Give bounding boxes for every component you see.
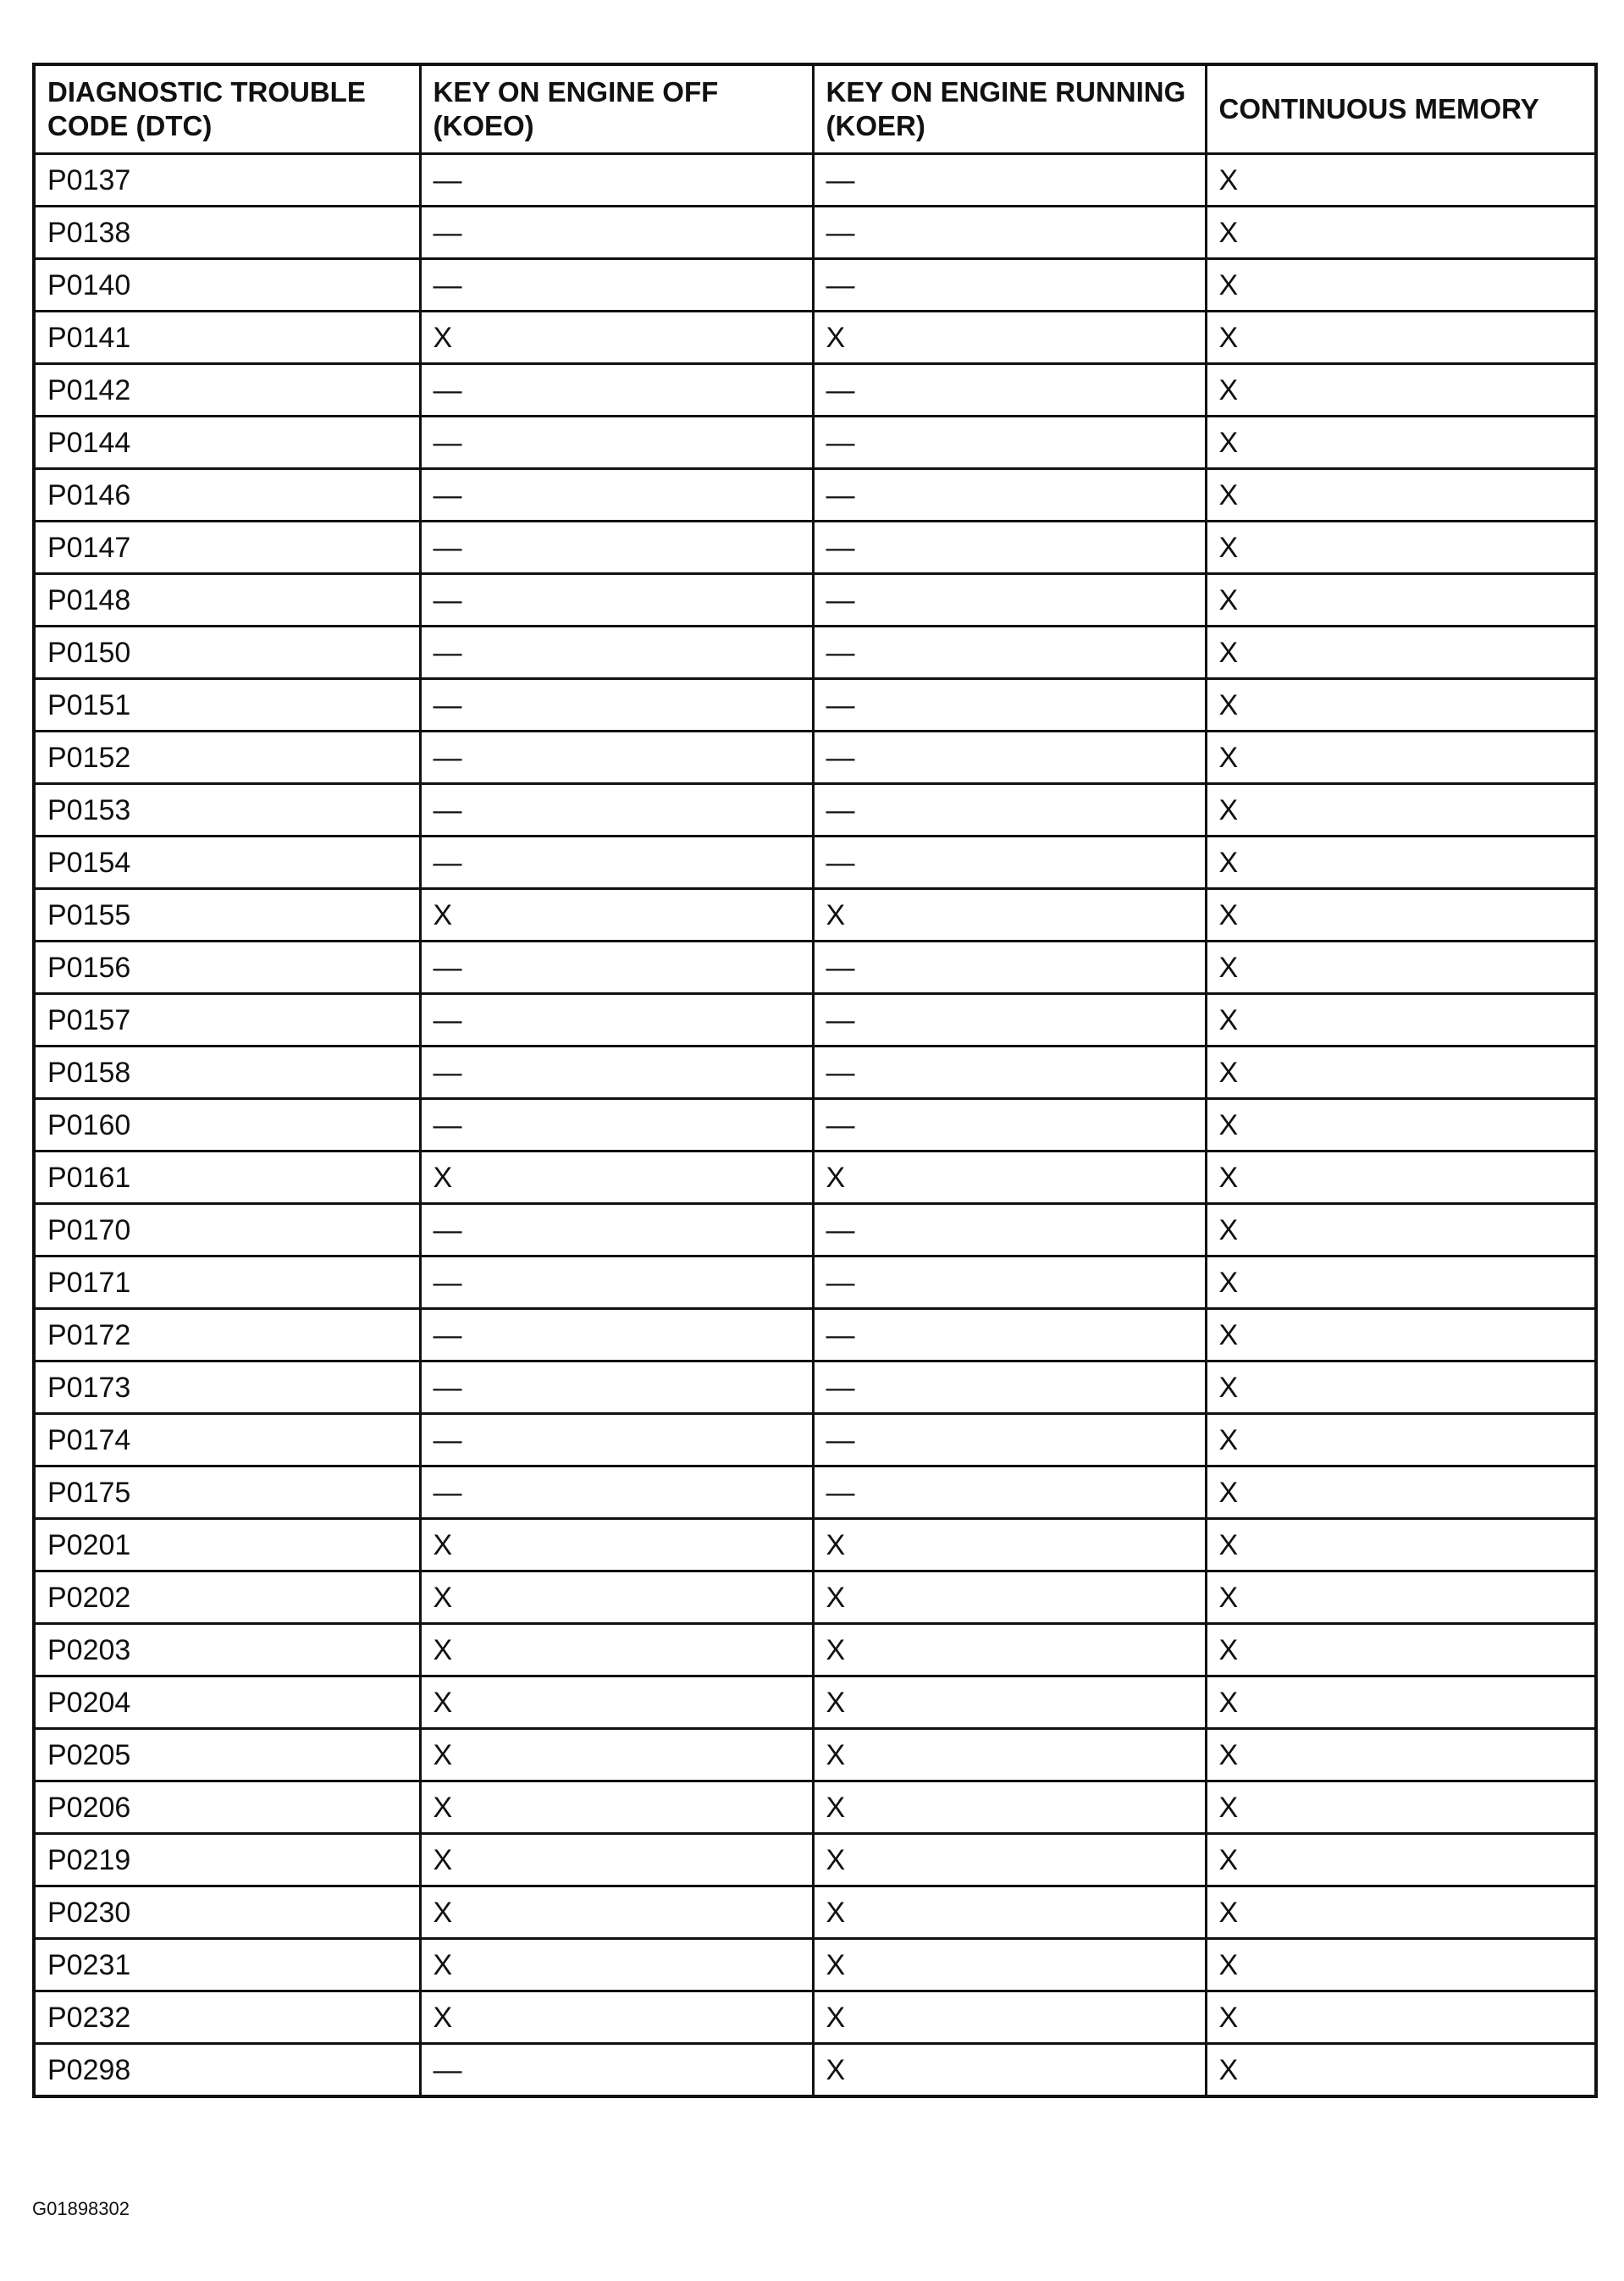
cell-dtc-code: P0154: [34, 837, 420, 889]
cell-koer: —: [813, 1466, 1206, 1519]
cell-dtc-code: P0150: [34, 627, 420, 679]
cell-koer: —: [813, 1099, 1206, 1152]
table-row: [34, 574, 1596, 627]
table-header-row: [34, 64, 1596, 154]
cell-continuous-memory: X: [1206, 469, 1596, 522]
cell-dtc-code: P0172: [34, 1309, 420, 1361]
table-row: [34, 2044, 1596, 2097]
cell-continuous-memory: X: [1206, 1047, 1596, 1099]
header-continuous-memory: CONTINUOUS MEMORY: [1206, 64, 1596, 154]
table-row: [34, 1991, 1596, 2044]
table-row: [34, 1939, 1596, 1991]
cell-koeo: —: [420, 732, 813, 784]
cell-dtc-code: P0202: [34, 1571, 420, 1624]
cell-koer: —: [813, 207, 1206, 259]
cell-continuous-memory: X: [1206, 1886, 1596, 1939]
table-body: [34, 154, 1596, 2097]
cell-dtc-code: P0156: [34, 942, 420, 994]
cell-continuous-memory: X: [1206, 1676, 1596, 1729]
cell-dtc-code: P0147: [34, 522, 420, 574]
cell-continuous-memory: X: [1206, 574, 1596, 627]
cell-koeo: —: [420, 1466, 813, 1519]
table-row: [34, 889, 1596, 942]
cell-continuous-memory: X: [1206, 207, 1596, 259]
cell-continuous-memory: X: [1206, 1152, 1596, 1204]
cell-koer: —: [813, 784, 1206, 837]
table-row: [34, 732, 1596, 784]
cell-koeo: —: [420, 784, 813, 837]
cell-continuous-memory: X: [1206, 259, 1596, 312]
cell-koeo: —: [420, 522, 813, 574]
table-row: [34, 364, 1596, 417]
cell-dtc-code: P0153: [34, 784, 420, 837]
cell-koeo: X: [420, 1152, 813, 1204]
table-row: [34, 1256, 1596, 1309]
cell-dtc-code: P0141: [34, 312, 420, 364]
cell-koeo: X: [420, 889, 813, 942]
cell-dtc-code: P0206: [34, 1781, 420, 1834]
cell-koer: X: [813, 1729, 1206, 1781]
cell-dtc-code: P0230: [34, 1886, 420, 1939]
cell-koeo: —: [420, 1047, 813, 1099]
table-row: [34, 1204, 1596, 1256]
table-row: [34, 784, 1596, 837]
header-koeo: KEY ON ENGINE OFF (KOEO): [420, 64, 813, 154]
cell-dtc-code: P0151: [34, 679, 420, 732]
table-row: [34, 1414, 1596, 1466]
cell-dtc-code: P0158: [34, 1047, 420, 1099]
cell-dtc-code: P0174: [34, 1414, 420, 1466]
table-row: [34, 1781, 1596, 1834]
cell-continuous-memory: X: [1206, 1939, 1596, 1991]
cell-koeo: —: [420, 207, 813, 259]
cell-koer: —: [813, 994, 1206, 1047]
cell-continuous-memory: X: [1206, 1204, 1596, 1256]
cell-koeo: X: [420, 1991, 813, 2044]
cell-dtc-code: P0203: [34, 1624, 420, 1676]
cell-continuous-memory: X: [1206, 1309, 1596, 1361]
cell-koer: —: [813, 1256, 1206, 1309]
cell-continuous-memory: X: [1206, 784, 1596, 837]
cell-koeo: —: [420, 837, 813, 889]
cell-dtc-code: P0155: [34, 889, 420, 942]
cell-koer: —: [813, 732, 1206, 784]
cell-koeo: —: [420, 994, 813, 1047]
cell-koeo: —: [420, 469, 813, 522]
cell-dtc-code: P0137: [34, 154, 420, 207]
cell-koeo: X: [420, 1834, 813, 1886]
table-row: [34, 1886, 1596, 1939]
table-row: [34, 627, 1596, 679]
cell-koeo: X: [420, 1939, 813, 1991]
cell-continuous-memory: X: [1206, 522, 1596, 574]
cell-continuous-memory: X: [1206, 1414, 1596, 1466]
cell-koer: X: [813, 1152, 1206, 1204]
dtc-table: [32, 63, 1598, 2098]
cell-dtc-code: P0175: [34, 1466, 420, 1519]
cell-dtc-code: P0140: [34, 259, 420, 312]
cell-dtc-code: P0205: [34, 1729, 420, 1781]
cell-continuous-memory: X: [1206, 1781, 1596, 1834]
cell-koer: —: [813, 1361, 1206, 1414]
cell-koeo: —: [420, 627, 813, 679]
table-row: [34, 1361, 1596, 1414]
table-row: [34, 1099, 1596, 1152]
cell-continuous-memory: X: [1206, 1729, 1596, 1781]
cell-continuous-memory: X: [1206, 154, 1596, 207]
cell-koeo: —: [420, 1204, 813, 1256]
cell-koer: —: [813, 259, 1206, 312]
table-row: [34, 1571, 1596, 1624]
cell-koer: X: [813, 1939, 1206, 1991]
cell-koer: —: [813, 1414, 1206, 1466]
cell-koer: X: [813, 1886, 1206, 1939]
cell-koeo: —: [420, 574, 813, 627]
header-dtc: DIAGNOSTIC TROUBLE CODE (DTC): [34, 64, 420, 154]
cell-koeo: X: [420, 1519, 813, 1571]
cell-koeo: —: [420, 417, 813, 469]
table-row: [34, 312, 1596, 364]
cell-continuous-memory: X: [1206, 627, 1596, 679]
cell-koer: —: [813, 364, 1206, 417]
table-row: [34, 994, 1596, 1047]
cell-koeo: X: [420, 1571, 813, 1624]
cell-koeo: X: [420, 1729, 813, 1781]
cell-continuous-memory: X: [1206, 2044, 1596, 2097]
cell-koer: —: [813, 574, 1206, 627]
cell-dtc-code: P0170: [34, 1204, 420, 1256]
cell-continuous-memory: X: [1206, 732, 1596, 784]
cell-continuous-memory: X: [1206, 1099, 1596, 1152]
cell-koer: X: [813, 312, 1206, 364]
cell-dtc-code: P0142: [34, 364, 420, 417]
cell-koeo: —: [420, 1309, 813, 1361]
table-row: [34, 1729, 1596, 1781]
cell-koer: X: [813, 1571, 1206, 1624]
table-row: [34, 837, 1596, 889]
cell-koer: X: [813, 1991, 1206, 2044]
cell-continuous-memory: X: [1206, 837, 1596, 889]
cell-koer: X: [813, 1624, 1206, 1676]
cell-dtc-code: P0219: [34, 1834, 420, 1886]
cell-dtc-code: P0201: [34, 1519, 420, 1571]
cell-continuous-memory: X: [1206, 1256, 1596, 1309]
cell-koeo: —: [420, 1099, 813, 1152]
cell-koeo: —: [420, 1361, 813, 1414]
cell-continuous-memory: X: [1206, 1466, 1596, 1519]
figure-id: G01898302: [32, 2198, 130, 2219]
table-row: [34, 469, 1596, 522]
table-row: [34, 1152, 1596, 1204]
table-row: [34, 207, 1596, 259]
cell-dtc-code: P0146: [34, 469, 420, 522]
table-row: [34, 417, 1596, 469]
table-row: [34, 1466, 1596, 1519]
cell-continuous-memory: X: [1206, 1571, 1596, 1624]
cell-koeo: X: [420, 1781, 813, 1834]
cell-continuous-memory: X: [1206, 1361, 1596, 1414]
cell-koeo: —: [420, 679, 813, 732]
cell-continuous-memory: X: [1206, 1991, 1596, 2044]
cell-koer: —: [813, 837, 1206, 889]
cell-koer: —: [813, 1309, 1206, 1361]
cell-koer: —: [813, 679, 1206, 732]
cell-koer: —: [813, 942, 1206, 994]
cell-koeo: X: [420, 312, 813, 364]
cell-koer: —: [813, 1047, 1206, 1099]
table-row: [34, 942, 1596, 994]
cell-koer: —: [813, 469, 1206, 522]
table-row: [34, 1047, 1596, 1099]
cell-koer: —: [813, 522, 1206, 574]
cell-koeo: X: [420, 1676, 813, 1729]
cell-koeo: —: [420, 154, 813, 207]
cell-continuous-memory: X: [1206, 417, 1596, 469]
cell-dtc-code: P0173: [34, 1361, 420, 1414]
table-row: [34, 1676, 1596, 1729]
table-row: [34, 1519, 1596, 1571]
cell-dtc-code: P0157: [34, 994, 420, 1047]
cell-continuous-memory: X: [1206, 312, 1596, 364]
cell-koeo: —: [420, 1414, 813, 1466]
cell-continuous-memory: X: [1206, 994, 1596, 1047]
cell-koer: X: [813, 1781, 1206, 1834]
cell-dtc-code: P0204: [34, 1676, 420, 1729]
cell-continuous-memory: X: [1206, 1624, 1596, 1676]
cell-koeo: —: [420, 259, 813, 312]
cell-koer: X: [813, 1676, 1206, 1729]
cell-continuous-memory: X: [1206, 364, 1596, 417]
cell-continuous-memory: X: [1206, 1834, 1596, 1886]
cell-continuous-memory: X: [1206, 889, 1596, 942]
cell-koeo: —: [420, 942, 813, 994]
cell-dtc-code: P0171: [34, 1256, 420, 1309]
cell-dtc-code: P0152: [34, 732, 420, 784]
cell-koeo: —: [420, 364, 813, 417]
cell-dtc-code: P0160: [34, 1099, 420, 1152]
table-row: [34, 1834, 1596, 1886]
cell-continuous-memory: X: [1206, 942, 1596, 994]
cell-koer: —: [813, 417, 1206, 469]
cell-dtc-code: P0144: [34, 417, 420, 469]
cell-koeo: X: [420, 1886, 813, 1939]
cell-koeo: —: [420, 2044, 813, 2097]
cell-koer: —: [813, 627, 1206, 679]
cell-koer: —: [813, 154, 1206, 207]
cell-dtc-code: P0138: [34, 207, 420, 259]
table-row: [34, 522, 1596, 574]
cell-dtc-code: P0232: [34, 1991, 420, 2044]
cell-koer: X: [813, 2044, 1206, 2097]
cell-koeo: —: [420, 1256, 813, 1309]
cell-koer: X: [813, 889, 1206, 942]
header-koer: KEY ON ENGINE RUNNING (KOER): [813, 64, 1206, 154]
table-row: [34, 1309, 1596, 1361]
cell-continuous-memory: X: [1206, 1519, 1596, 1571]
table-row: [34, 259, 1596, 312]
cell-continuous-memory: X: [1206, 679, 1596, 732]
cell-koer: —: [813, 1204, 1206, 1256]
cell-dtc-code: P0231: [34, 1939, 420, 1991]
cell-koer: X: [813, 1519, 1206, 1571]
table-row: [34, 154, 1596, 207]
cell-dtc-code: P0298: [34, 2044, 420, 2097]
cell-dtc-code: P0161: [34, 1152, 420, 1204]
cell-koeo: X: [420, 1624, 813, 1676]
table-row: [34, 1624, 1596, 1676]
cell-dtc-code: P0148: [34, 574, 420, 627]
cell-koer: X: [813, 1834, 1206, 1886]
table-row: [34, 679, 1596, 732]
